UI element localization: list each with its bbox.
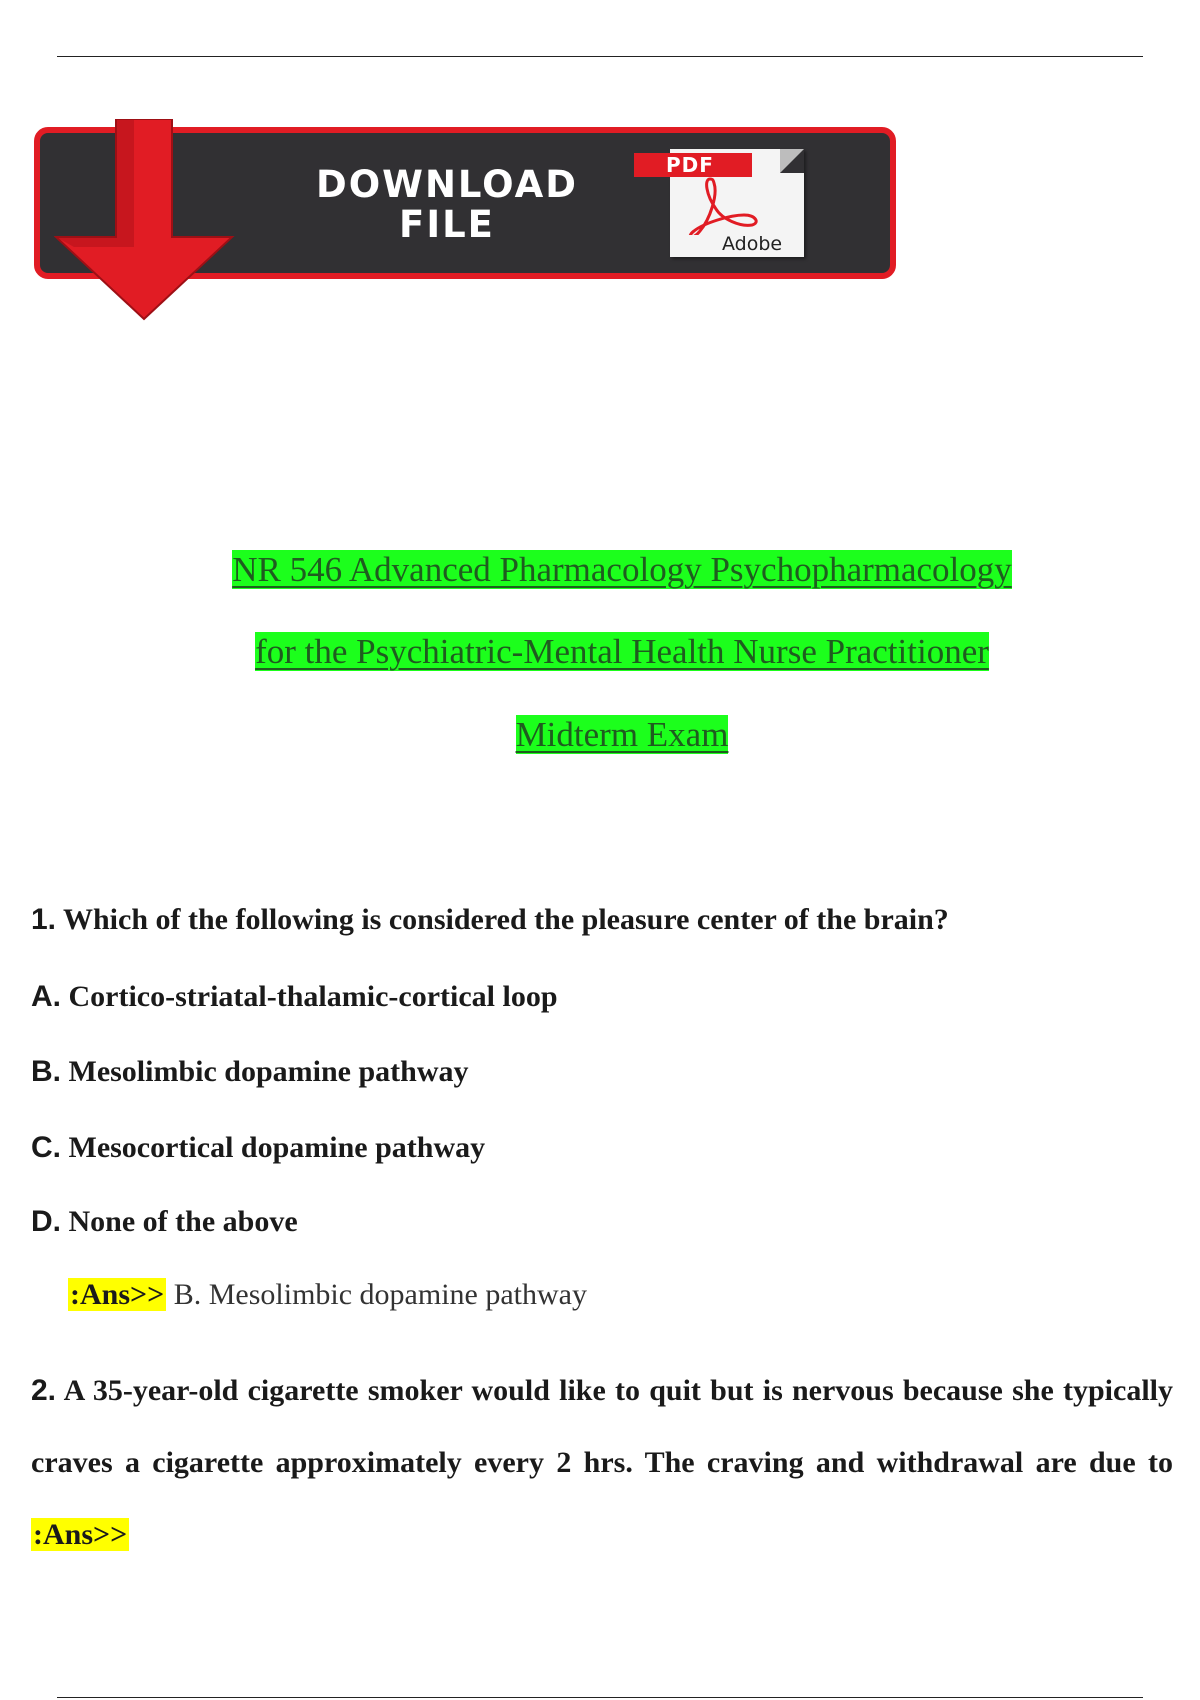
option-letter: B. bbox=[31, 1055, 61, 1088]
question-text: Which of the following is considered the pleasure center of the brain? bbox=[63, 903, 949, 936]
pdf-icon bbox=[634, 149, 844, 261]
option-a bbox=[31, 980, 558, 1014]
answer-1 bbox=[68, 1278, 587, 1312]
page-fold-icon bbox=[780, 149, 804, 173]
answer-tag: :Ans>> bbox=[70, 1278, 165, 1311]
option-d bbox=[31, 1205, 298, 1239]
acrobat-logo-icon bbox=[682, 175, 762, 235]
document-title bbox=[0, 548, 1200, 756]
question-text: A 35-year-old cigarette smoker would like to quit but is nervous because she typically craves a cigarette approximately every 2 hrs. The craving and withdrawal are due to bbox=[31, 1374, 1173, 1479]
option-letter: A. bbox=[31, 980, 61, 1013]
question-1 bbox=[31, 903, 949, 937]
pdf-tag: PDF bbox=[634, 153, 752, 177]
option-letter: D. bbox=[31, 1205, 61, 1238]
pdf-brand-label: Adobe bbox=[722, 233, 783, 255]
option-b bbox=[31, 1055, 469, 1089]
bottom-rule bbox=[57, 1697, 1143, 1698]
option-text: Mesolimbic dopamine pathway bbox=[68, 1055, 469, 1088]
option-text: Cortico-striatal-thalamic-cortical loop bbox=[68, 980, 558, 1013]
title-line-2: for the Psychiatric-Mental Health Nurse Practitioner bbox=[255, 632, 989, 671]
option-text: None of the above bbox=[68, 1205, 298, 1238]
question-number: 1. bbox=[31, 903, 57, 936]
answer-text: B. Mesolimbic dopamine pathway bbox=[173, 1278, 587, 1311]
option-letter: C. bbox=[31, 1131, 61, 1164]
option-c bbox=[31, 1131, 485, 1165]
banner-line-file: FILE bbox=[399, 203, 495, 246]
option-text: Mesocortical dopamine pathway bbox=[68, 1131, 486, 1164]
answer-tag: :Ans>> bbox=[33, 1518, 128, 1551]
banner-label bbox=[272, 165, 622, 245]
question-number: 2. bbox=[31, 1374, 57, 1407]
question-2 bbox=[31, 1355, 1173, 1571]
top-rule bbox=[57, 56, 1143, 57]
banner-line-download: DOWNLOAD bbox=[315, 163, 578, 206]
download-file-banner[interactable] bbox=[34, 127, 896, 279]
download-arrow-icon bbox=[54, 119, 274, 321]
title-line-3: Midterm Exam bbox=[515, 715, 729, 754]
title-line-1: NR 546 Advanced Pharmacology Psychopharmacology bbox=[232, 550, 1012, 589]
